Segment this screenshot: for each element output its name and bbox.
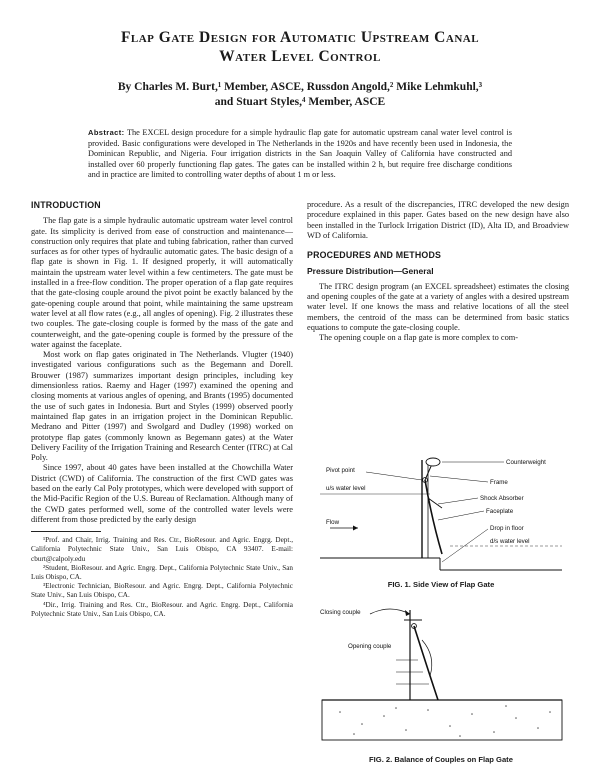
label-counterweight: Counterweight: [506, 459, 546, 466]
figure-2-caption: FIG. 2. Balance of Couples on Flap Gate: [369, 755, 513, 764]
section-heading-procedures: PROCEDURES AND METHODS: [307, 250, 442, 261]
abstract-label: Abstract:: [88, 128, 125, 137]
intro-paragraph-1: The flap gate is a simple hydraulic automatic upstream water level control gate. Its simplicity is derived from ease of construction and maintenance—construction only requires that plate and tubing fabrication, rather than curved surfaces as for other types of hydraulic automatic gates. The basic design of a flap gate is shown in Fig. 1. If designed properly, it will automatically maintain the upstream water level within a few centimeters. The gate must be installed in a free-flow condition. The proper operation of a flap gate requires that the gate-closing couple around the pivot point be exactly balanced by the gate-opening couple around that point, while maintaining the same upstream water level at all flow rates (e.g., all angles of opening). Fig. 2 illustrates these two couples. The gate-closing couple is formed by the mass of the gate and counterweight, and the gate-opening couple is formed by the pressure of the water against the faceplate.: [31, 216, 293, 349]
footnote-1: ¹Prof. and Chair, Irrig. Training and Res. Ctr., BioResour. and Agric. Engrg. Dept., California Polytechnic State Univ., San Luis Obispo, CA 93407. E-mail: cburt@calpoly.edu: [31, 536, 293, 563]
label-opening-couple: Opening couple: [348, 643, 392, 650]
right-column: [307, 200, 569, 344]
figure-2-balance-of-couples: [310, 600, 572, 750]
label-upstream-water-level: u/s water level: [326, 485, 366, 492]
methods-paragraph-2: The opening couple on a flap gate is more complex to com-: [319, 333, 519, 343]
figure-1-side-view: [310, 450, 572, 578]
label-frame: Frame: [490, 479, 508, 486]
abstract: [88, 128, 512, 181]
label-closing-couple: Closing couple: [320, 609, 361, 616]
paper-title: [40, 28, 560, 66]
label-drop-in-floor: Drop in floor: [490, 525, 524, 532]
intro-paragraph-2: Most work on flap gates originated in The Netherlands. Vlugter (1940) investigated various configurations such as the Begemann and Dorell. Brouwer (1987) summarizes important design principles, including key dimensionless ratios. Raemy and Hager (1997) examined the opening and closing moments at various angles of opening, and Brants (1995) documented the use of such gates in Indonesia. Burt and Styles (1999) observed poorly maintained flap gates in an irrigation project in the Dominican Republic. Medrano and Pitter (1997) and Swolgard and Dudley (1998) worked on prototype flap gates (commonly known as Begemann gates) at the Water Delivery Facility of the Irrigation Training and Research Center (ITRC) at Cal Poly.: [31, 350, 293, 463]
author-list: [40, 80, 560, 110]
label-faceplate: Faceplate: [486, 508, 514, 515]
label-pivot-point: Pivot point: [326, 467, 355, 474]
left-column: [31, 200, 293, 619]
methods-paragraph-1: The ITRC design program (an EXCEL spreadsheet) estimates the closing and opening couples of the gate at a variety of angles with a desired upstream water level. If one knows the mass and relative locations of all the steel members, the centroid of the mass can be determined from basic statics equations to compute the gate-closing couple.: [307, 281, 569, 332]
section-heading-introduction: INTRODUCTION: [31, 200, 101, 210]
label-shock-absorber: Shock Absorber: [480, 495, 524, 502]
intro-paragraph-3: Since 1997, about 40 gates have been installed at the Chowchilla Water District (CWD) of California. The construction of the first CWD gates was based on the early Cal Poly prototypes, which were developed with support of the Mid-Pacific Region of the U.S. Bureau of Reclamation. Although many of the CWD gates performed well, some of the controlled water levels were different from those predicted by the early design: [31, 463, 293, 524]
title-line-2: Water Level Control: [219, 48, 381, 65]
footnote-2: ²Student, BioResour. and Agric. Engrg. Dept., California Polytechnic State Univ., San Luis Obispo, CA.: [31, 563, 293, 582]
continued-paragraph: procedure. As a result of the discrepancies, ITRC developed the new design procedure explained in this paper. Gates based on the new design have also been installed in the Turlock Irrigation District (ID), Alta ID, and Broadview WD of California.: [307, 200, 569, 240]
abstract-text: The EXCEL design procedure for a simple hydraulic flap gate for automatic upstream canal water level control is provided. Basic configurations were developed in The Netherlands in the 1920s and have recently been used in Indonesia, the Dominican Republic, and Nigeria. Four irrigation districts in the San Joaquin Valley of California have constructed and installed over 60 properly functioning flap gates. The gates can be installed within 2 h, but require free discharge conditions and in practice are limited to controlling water depths of about 1 m or less.: [88, 128, 513, 180]
footnotes: [31, 536, 293, 619]
footnote-4: ⁴Dir., Irrig. Training and Res. Ctr., BioResour. and Agric. Engrg. Dept., California Polytechnic State Univ., San Luis Obispo, CA.: [31, 600, 293, 618]
footnote-3: ³Electronic Technician, BioResour. and Agric. Engrg. Dept., California Polytechnic State Univ., San Luis Obispo, CA.: [31, 582, 293, 600]
label-downstream-water-level: d/s water level: [490, 538, 530, 545]
subsection-heading-pressure: Pressure Distribution—General: [307, 266, 434, 277]
footnote-rule: [31, 531, 101, 532]
label-flow: Flow: [326, 519, 340, 526]
figure-1-caption: FIG. 1. Side View of Flap Gate: [387, 580, 495, 589]
title-line-1: Flap Gate Design for Automatic Upstream Canal: [120, 29, 480, 46]
authors-line-1: By Charles M. Burt,¹ Member, ASCE, Russdon Angold,² Mike Lehmkuhl,³: [117, 81, 483, 93]
authors-line-2: and Stuart Styles,⁴ Member, ASCE: [214, 96, 386, 108]
